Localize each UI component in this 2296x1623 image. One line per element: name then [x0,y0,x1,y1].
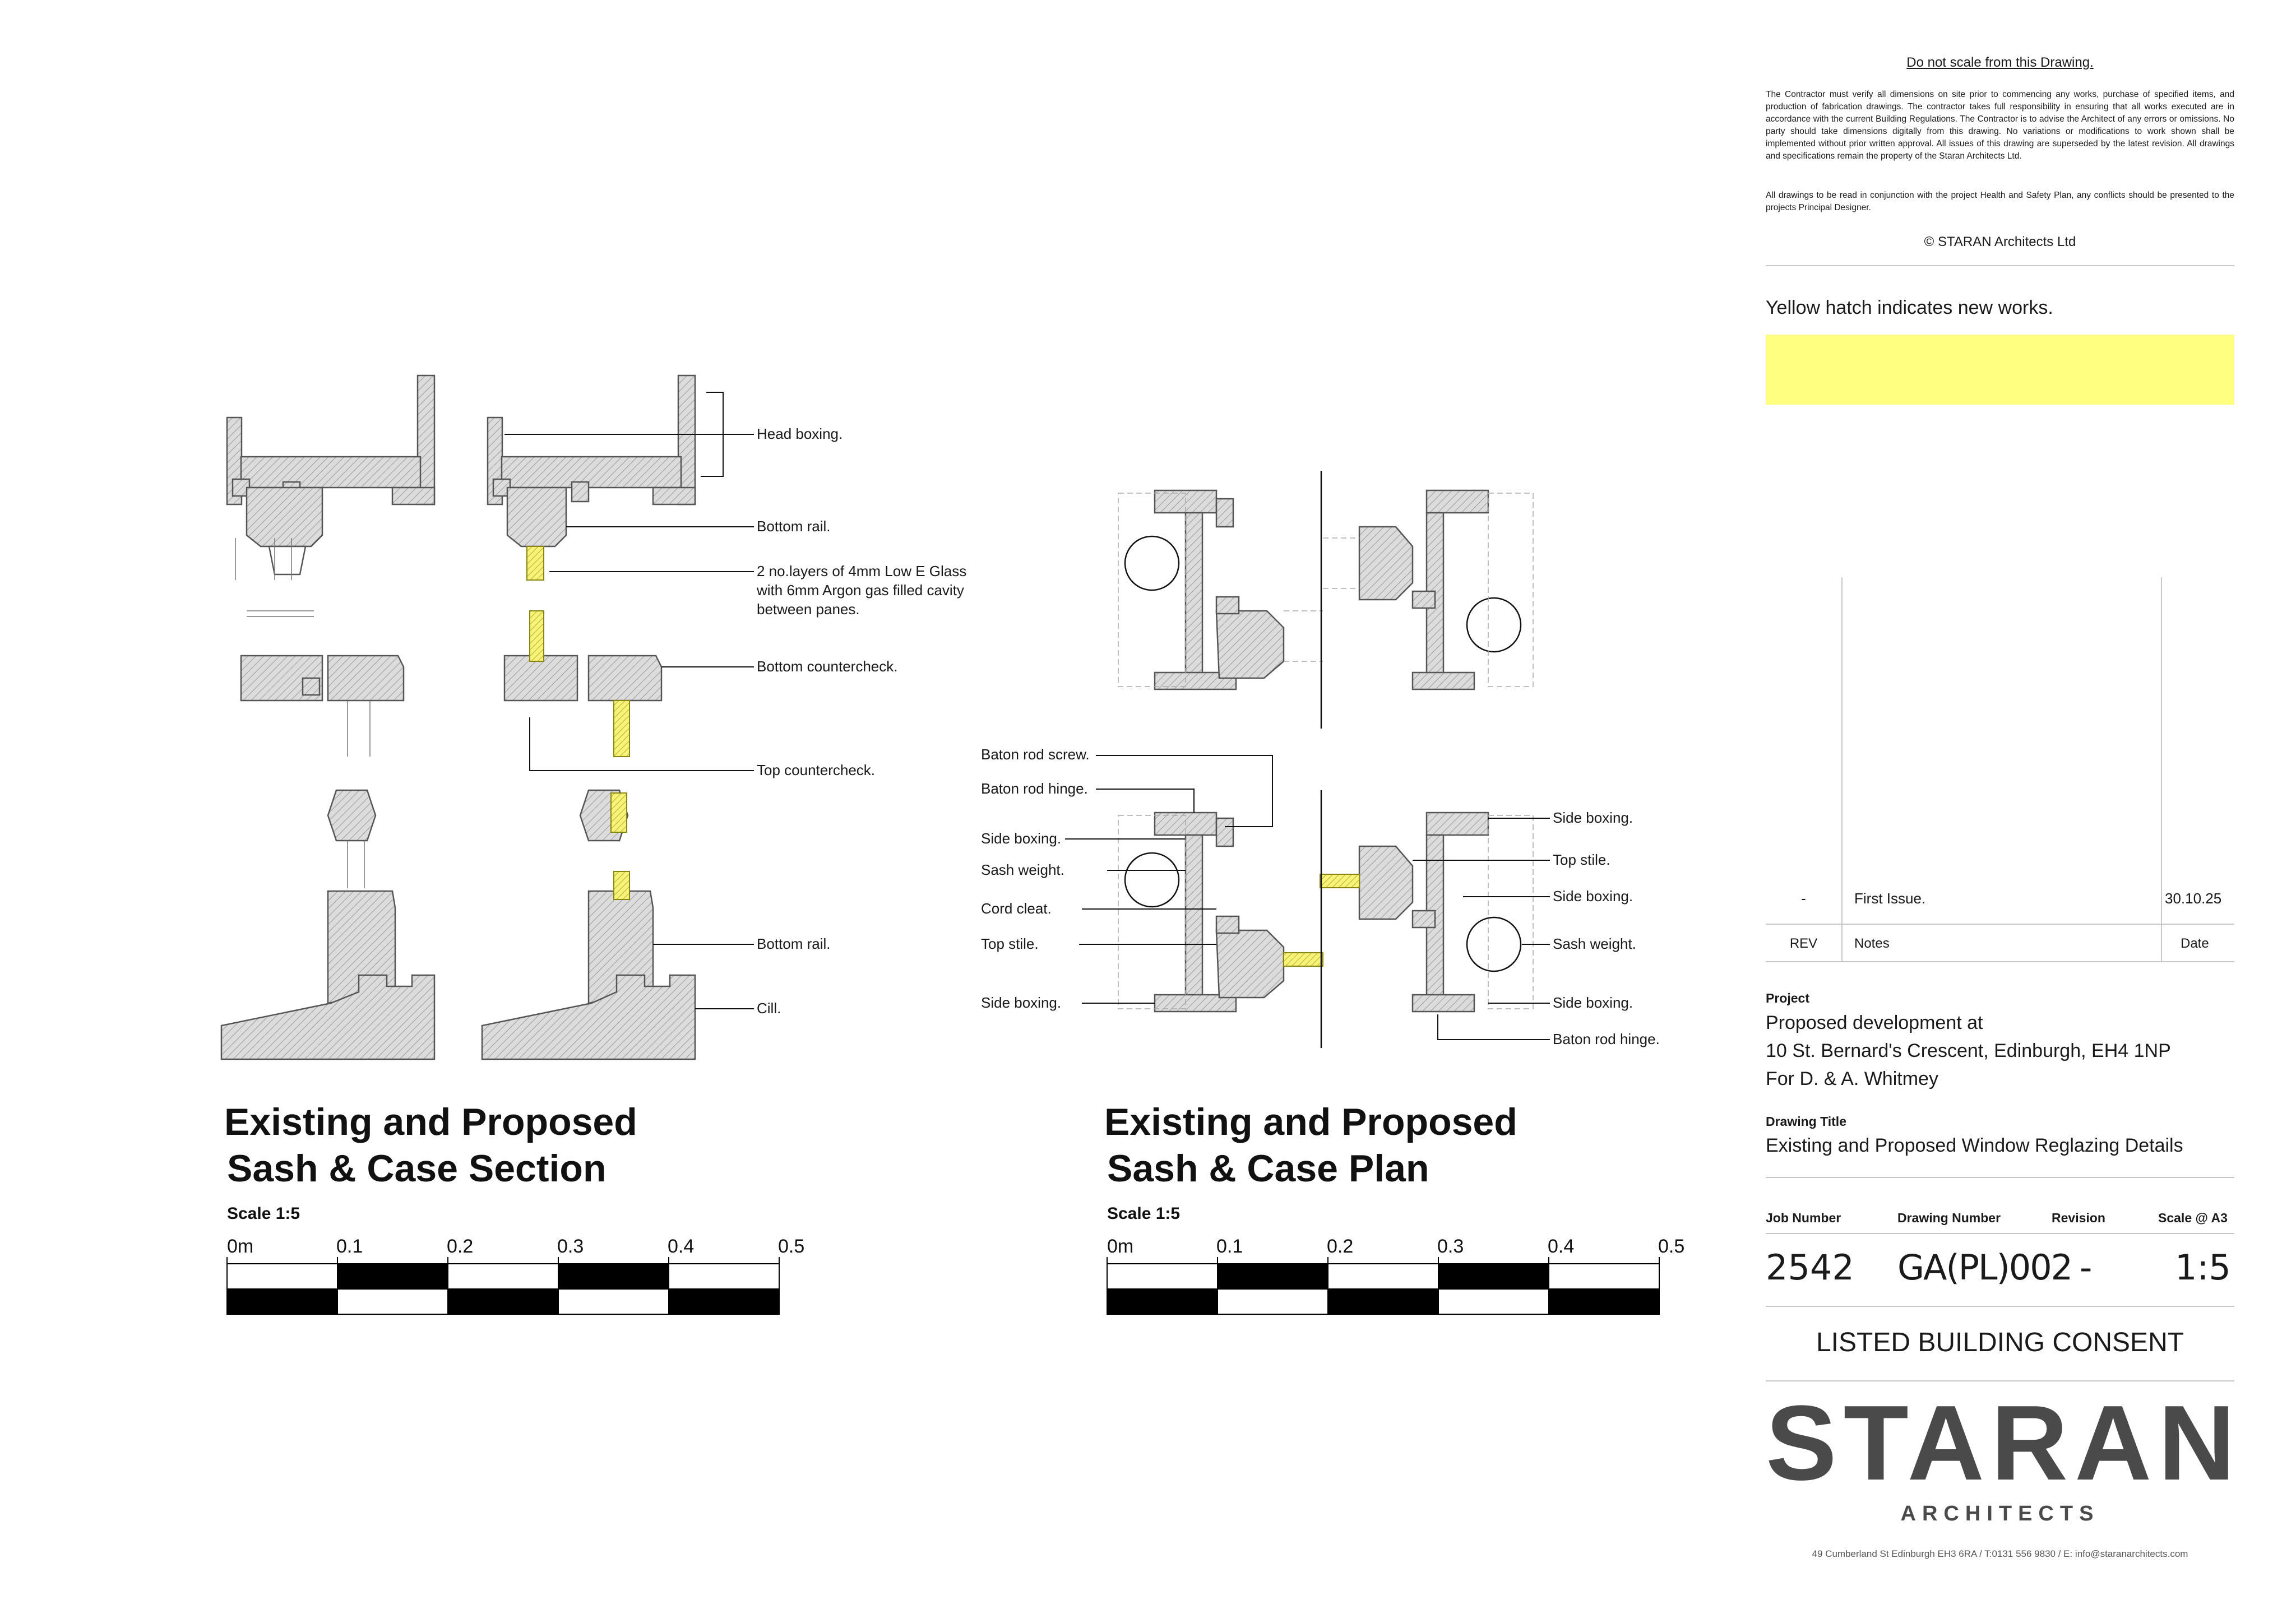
scale-bar-segment [1328,1264,1438,1289]
label-top-countercheck: Top countercheck. [757,762,876,778]
label-side-boxing-l2: Side boxing. [981,994,1062,1011]
section-title-line1: Existing and Proposed [224,1101,637,1143]
section-new-glazing [527,546,629,899]
company-logo-sub: ARCHITECTS [1900,1502,2100,1525]
scale-bar-segment [448,1289,558,1314]
drawing-title: Existing and Proposed Window Reglazing Details [1766,1135,2183,1156]
scale-bar-segment [448,1264,558,1289]
scale-tick-label: 0.2 [1327,1236,1354,1257]
rev-header: REV [1789,936,1818,951]
section-title-line2: Sash & Case Section [227,1147,607,1190]
scale-tick-label: 0.1 [1216,1236,1243,1257]
legend-text: Yellow hatch indicates new works. [1766,297,2053,318]
status-banner: LISTED BUILDING CONSENT [1816,1328,2184,1357]
scale-tick-label: 0.5 [1658,1236,1685,1257]
label-side-boxing-l: Side boxing. [981,830,1062,847]
section-scale-bar [227,1236,804,1314]
date-header: Date [2181,936,2209,951]
scale-bar-segment [1438,1289,1549,1314]
scale-tick-label: 0.2 [447,1236,474,1257]
plan-title-line2: Sash & Case Plan [1107,1147,1429,1190]
scale-bar-segment [337,1289,448,1314]
scale-bar-segment [1549,1264,1659,1289]
revision-value: - [2080,1247,2093,1288]
scale-tick-label: 0.1 [336,1236,363,1257]
copyright: © STARAN Architects Ltd [1924,234,2076,249]
rev-cell: - [1801,890,1806,907]
scale-bar-segment [1107,1289,1218,1314]
label-glass-line1: 2 no.layers of 4mm Low E Glass [757,563,967,579]
label-baton-rod-hinge: Baton rod hinge. [981,780,1088,797]
scale-bar-segment [1549,1289,1659,1314]
section-proposed [482,375,695,1059]
project-line2: 10 St. Bernard's Crescent, Edinburgh, EH4 1NP [1766,1040,2171,1061]
scale-bar-segment [558,1264,669,1289]
project-line3: For D. & A. Whitmey [1766,1068,1938,1089]
project-label: Project [1766,991,1809,1005]
scale-bar-segment [227,1264,337,1289]
scale-tick-label: 0.3 [557,1236,584,1257]
label-baton-rod-hinge-r: Baton rod hinge. [1553,1031,1660,1047]
label-head-boxing: Head boxing. [757,425,843,442]
scale-bar-segment [1218,1264,1328,1289]
company-logo: STARAN [1766,1384,2242,1503]
notes-header: Notes [1854,936,1890,951]
label-baton-rod-screw: Baton rod screw. [981,746,1090,763]
label-side-boxing-r3: Side boxing. [1553,994,1633,1011]
label-bottom-rail-top: Bottom rail. [757,518,831,535]
label-top-stile-r: Top stile. [1553,851,1610,868]
rev-date-cell: 30.10.25 [2165,890,2222,907]
scale-bar-segment [1107,1264,1218,1289]
drawing-number: GA(PL)002 [1897,1247,2072,1288]
job-number-header: Job Number [1766,1211,1841,1225]
section-scale-label: Scale 1:5 [227,1204,300,1223]
health-safety-note: All drawings to be read in conjunction with the project Health and Safety Plan, any conflicts should be presented to the projects Principal Designer. [1766,191,2234,212]
label-top-stile-l: Top stile. [981,935,1039,952]
scale-tick-label: 0m [227,1236,254,1257]
scale-bar-segment [1218,1289,1328,1314]
scale-bar-segment [227,1289,337,1314]
new-works-swatch [1766,335,2234,405]
scale-tick-label: 0.3 [1437,1236,1464,1257]
project-line1: Proposed development at [1766,1012,1983,1033]
scale-tick-label: 0m [1107,1236,1134,1257]
scale-bar-segment [1328,1289,1438,1314]
scale-tick-label: 0.4 [1548,1236,1575,1257]
job-number: 2542 [1766,1247,1854,1288]
rev-notes-cell: First Issue. [1854,890,1926,907]
label-bottom-countercheck: Bottom countercheck. [757,658,898,675]
scale-tick-label: 0.5 [778,1236,805,1257]
plan-scale-bar [1107,1236,1684,1314]
scale-tick-label: 0.4 [668,1236,695,1257]
do-not-scale-notice: Do not scale from this Drawing. [1906,55,2094,70]
scale-bar-segment [558,1289,669,1314]
plan-scale-label: Scale 1:5 [1107,1204,1181,1223]
label-side-boxing-r2: Side boxing. [1553,888,1633,905]
scale-bar-segment [1438,1264,1549,1289]
scale-bar-segment [669,1289,779,1314]
label-glass-line2: with 6mm Argon gas filled cavity [757,582,964,599]
plan-title-line1: Existing and Proposed [1104,1101,1517,1143]
label-glass-line3: between panes. [757,601,860,618]
label-cill: Cill. [757,1000,781,1017]
scale-value: 1:5 [2175,1247,2231,1288]
drawing-number-header: Drawing Number [1897,1211,2001,1225]
label-bottom-rail: Bottom rail. [757,935,831,952]
label-side-boxing-r1: Side boxing. [1553,809,1633,826]
label-cord-cleat: Cord cleat. [981,900,1052,917]
label-sash-weight-l: Sash weight. [981,861,1064,878]
contractor-disclaimer: The Contractor must verify all dimensions on site prior to commencing any works, purchase of specified items, and production of fabrication drawings. The contractor takes full responsibility in ensuring that all works executed are in accordance with the current Building Regulations. The Contractor is to advise the Architect of any errors or omissions. No party should take dimensions digitally from this drawing. No variations or modifications to work shown shall be implemented without prior written approval. All issues of this drawing are superseded by the latest revision. All drawings and specifications remain the property of the Staran Architects Ltd. [1766,90,2234,161]
company-address: 49 Cumberland St Edinburgh EH3 6RA / T:0131 556 9830 / E: info@staranarchitects.com [1812,1548,2188,1559]
label-sash-weight-r: Sash weight. [1553,935,1636,952]
scale-bar-segment [669,1264,779,1289]
scale-bar-segment [337,1264,448,1289]
scale-header: Scale @ A3 [2158,1211,2228,1225]
section-existing [221,375,434,1059]
drawing-title-label: Drawing Title [1766,1114,1846,1129]
revision-header: Revision [2052,1211,2105,1225]
